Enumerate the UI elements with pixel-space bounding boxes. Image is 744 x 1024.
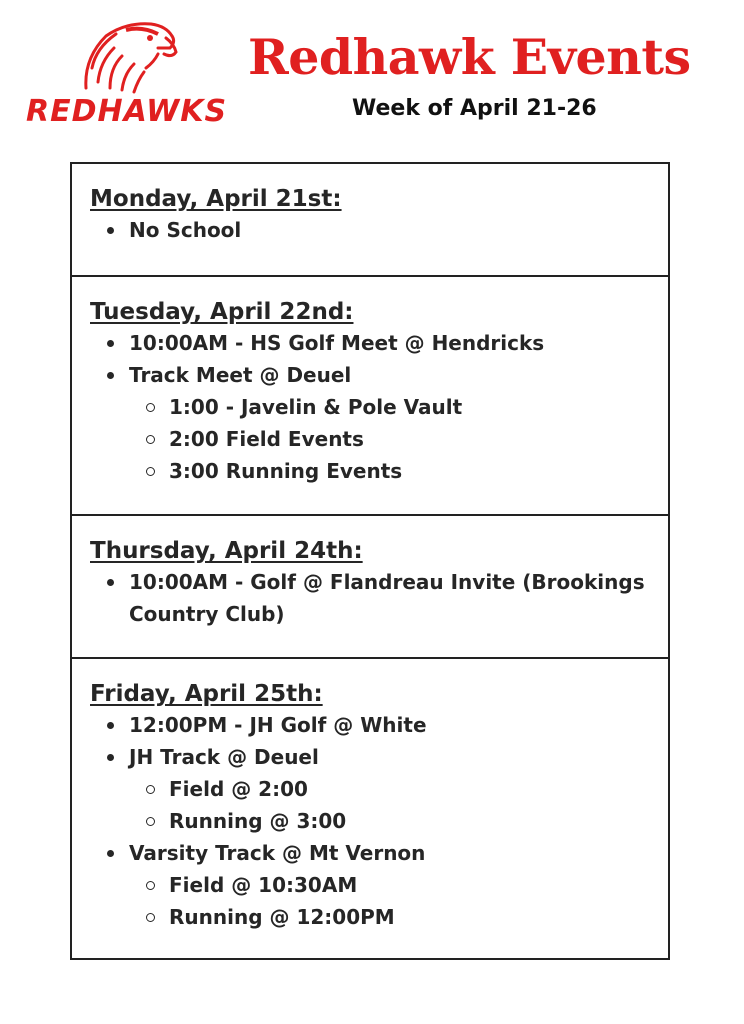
logo-wordmark: REDHAWKS [26,94,228,129]
event-item: Track Meet @ Deuel 1:00 - Javelin & Pole Vault 2:00 Field Events 3:00 Running Events [90,359,650,487]
day-heading: Friday, April 25th: [90,681,323,707]
bullet-icon [107,579,114,586]
bullet-icon [107,754,114,761]
event-item: Varsity Track @ Mt Vernon Field @ 10:30AM Running @ 12:00PM [90,837,650,933]
circle-bullet-icon [146,881,155,890]
sub-event-item: Running @ 3:00 [129,805,650,837]
event-item: 12:00PM - JH Golf @ White [90,709,650,741]
event-list [90,214,650,246]
event-item: 10:00AM - HS Golf Meet @ Hendricks [90,327,650,359]
page-subtitle: Week of April 21-26 [352,96,597,121]
hawk-head-icon [26,18,226,98]
event-item: No School [90,214,650,246]
sub-event-list [129,773,650,837]
redhawks-logo [26,18,226,128]
bullet-icon [107,340,114,347]
events-schedule [70,162,670,960]
event-list [90,566,650,630]
day-tuesday [72,275,668,514]
bullet-icon [107,372,114,379]
circle-bullet-icon [146,817,155,826]
circle-bullet-icon [146,467,155,476]
event-list [90,709,650,933]
sub-event-list [129,869,650,933]
circle-bullet-icon [146,435,155,444]
event-item: JH Track @ Deuel Field @ 2:00 Running @ 3:00 [90,741,650,837]
circle-bullet-icon [146,785,155,794]
day-heading: Thursday, April 24th: [90,538,363,564]
day-heading: Tuesday, April 22nd: [90,299,354,325]
event-list [90,327,650,487]
sub-event-item: 2:00 Field Events [129,423,650,455]
sub-event-item: 3:00 Running Events [129,455,650,487]
day-thursday [72,514,668,657]
circle-bullet-icon [146,403,155,412]
event-item: 10:00AM - Golf @ Flandreau Invite (Brookings Country Club) [90,566,650,630]
bullet-icon [107,227,114,234]
day-friday [72,657,668,958]
day-monday [72,164,668,275]
day-heading: Monday, April 21st: [90,186,342,212]
sub-event-item: 1:00 - Javelin & Pole Vault [129,391,650,423]
bullet-icon [107,850,114,857]
sub-event-item: Field @ 2:00 [129,773,650,805]
circle-bullet-icon [146,913,155,922]
bullet-icon [107,722,114,729]
sub-event-list [129,391,650,487]
page-title: Redhawk Events [248,28,691,86]
sub-event-item: Field @ 10:30AM [129,869,650,901]
sub-event-item: Running @ 12:00PM [129,901,650,933]
